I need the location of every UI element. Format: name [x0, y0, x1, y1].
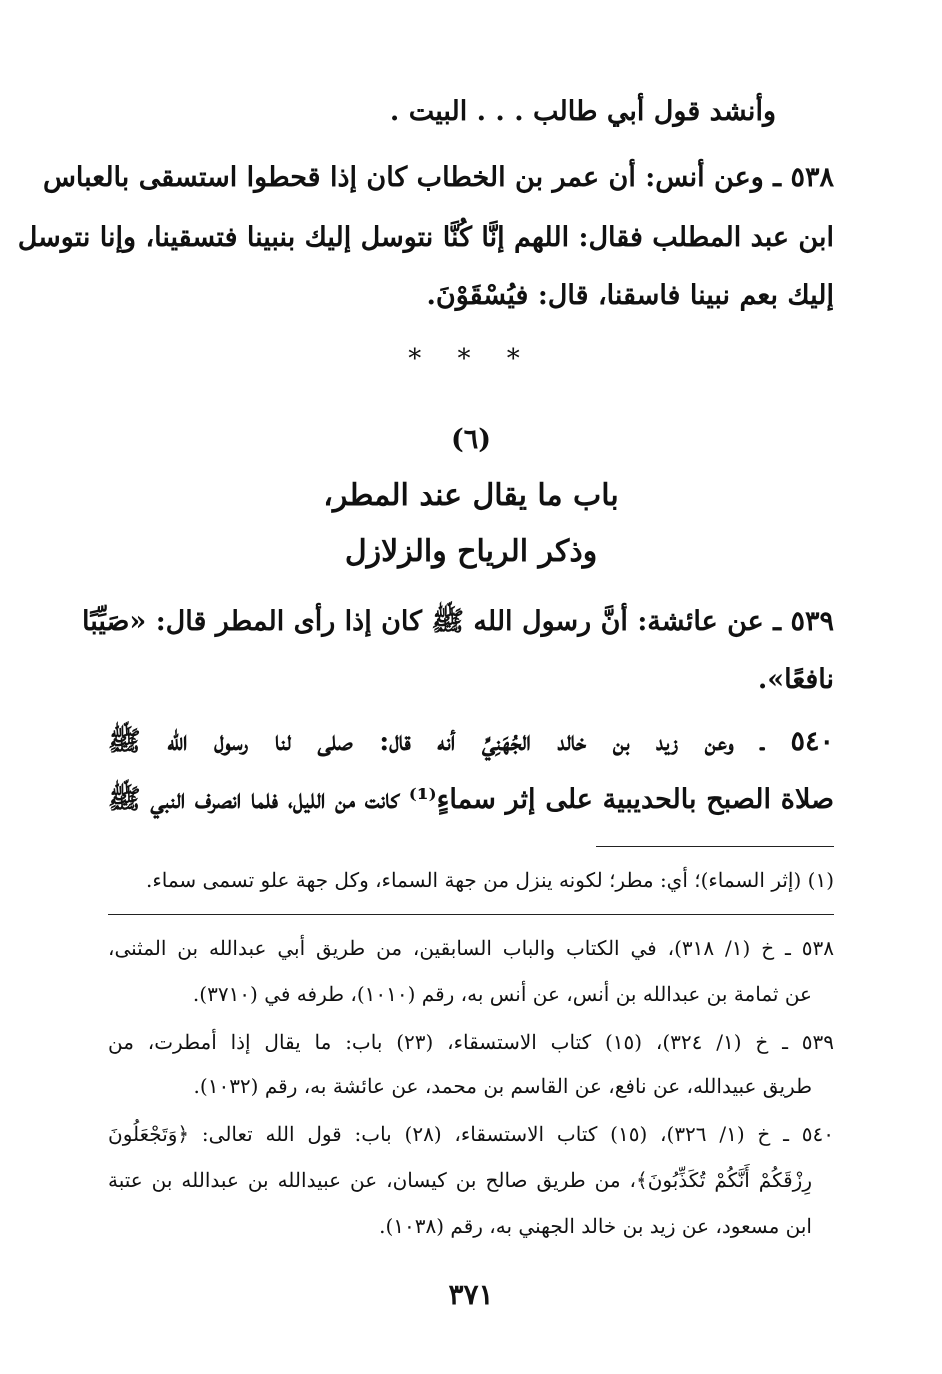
takhrij-rule	[108, 914, 834, 915]
hadith-540-line-1	[108, 722, 834, 762]
hadith-540-line-2: صلاة الصبح بالحديبية على إثر سماءٍ⁽¹⁾ كانت من الليل، فلما انصرف النبي ﷺ	[108, 784, 834, 815]
hadith-538-line-3: إليك بعم نبينا فاسقنا، قال: فيُسْقَوْنَ.	[426, 280, 834, 311]
takhrij-540-line-3: ابن مسعود، عن زيد بن خالد الجهني به، رقم (١٠٣٨).	[379, 1214, 812, 1238]
footnote-rule	[596, 846, 834, 847]
hadith-539-line-2: نافعًا».	[757, 664, 834, 695]
takhrij-540-line-2: رِزْقَكُمْ أَنَّكُمْ تُكَذِّبُونَ﴾، من طريق صالح بن كيسان، عن عبيدالله بن عبدالله بن عتبة	[108, 1168, 812, 1192]
hadith-538-number: ٥٣٨	[790, 162, 834, 193]
hadith-538-text-1: ـ وعن أنس: أن عمر بن الخطاب كان إذا قحطوا استسقى بالعباس	[42, 162, 782, 193]
takhrij-539-line-1: ٥٣٩ ـ خ (١/ ٣٢٤)، (١٥) كتاب الاستسقاء، (٢٣) باب: ما يقال إذا أمطرت، من	[108, 1030, 834, 1054]
hadith-538-line-2: ابن عبد المطلب فقال: اللهم إنَّا كُنَّا نتوسل إليك بنبينا فتسقينا، وإنا نتوسل	[17, 222, 834, 253]
takhrij-538-line-1: ٥٣٨ ـ خ (١/ ٣١٨)، في الكتاب والباب السابقين، من طريق أبي عبدالله بن المثنى،	[108, 936, 834, 960]
hadith-539-line-1	[81, 602, 834, 642]
hadith-539-number: ٥٣٩	[790, 606, 834, 637]
hadith-538-line-1	[42, 158, 834, 198]
footnote-1: (١) (إثر السماء)؛ أي: مطر؛ لكونه ينزل من جهة السماء، وكل جهة علو تسمى سماء.	[145, 868, 834, 892]
verse-reference-line: وأنشد قول أبي طالب . . . البيت .	[389, 96, 776, 127]
section-separator: * * *	[408, 344, 534, 374]
takhrij-538-line-2: عن ثمامة بن عبدالله بن أنس، عن أنس به، رقم (١٠١٠)، طرفه في (٣٧١٠).	[192, 982, 812, 1006]
hadith-540-text-1: ـ وعن زيد بن خالد الجُهَنِيِّ أنه قال: صلى لنا رسول الله ﷺ	[108, 726, 764, 757]
takhrij-540-line-1: ٥٤٠ ـ خ (١/ ٣٢٦)، (١٥) كتاب الاستسقاء، (٢٨) باب: قول الله تعالى: ﴿وَتَجْعَلُونَ	[108, 1122, 835, 1146]
hadith-539-text-1: ـ عن عائشة: أنَّ رسول الله ﷺ كان إذا رأى المطر قال: «صَيِّبًا	[81, 606, 782, 637]
hadith-540-number: ٥٤٠	[790, 726, 835, 757]
takhrij-539-line-2: طريق عبيدالله، عن نافع، عن القاسم بن محمد، عن عائشة به، رقم (١٠٣٢).	[193, 1074, 812, 1098]
chapter-number: (٦)	[450, 424, 492, 455]
page-number: ٣٧١	[448, 1278, 494, 1311]
chapter-title-line-2: وذكر الرياح والزلازل	[344, 534, 598, 569]
chapter-title-line-1: باب ما يقال عند المطر،	[323, 478, 619, 513]
